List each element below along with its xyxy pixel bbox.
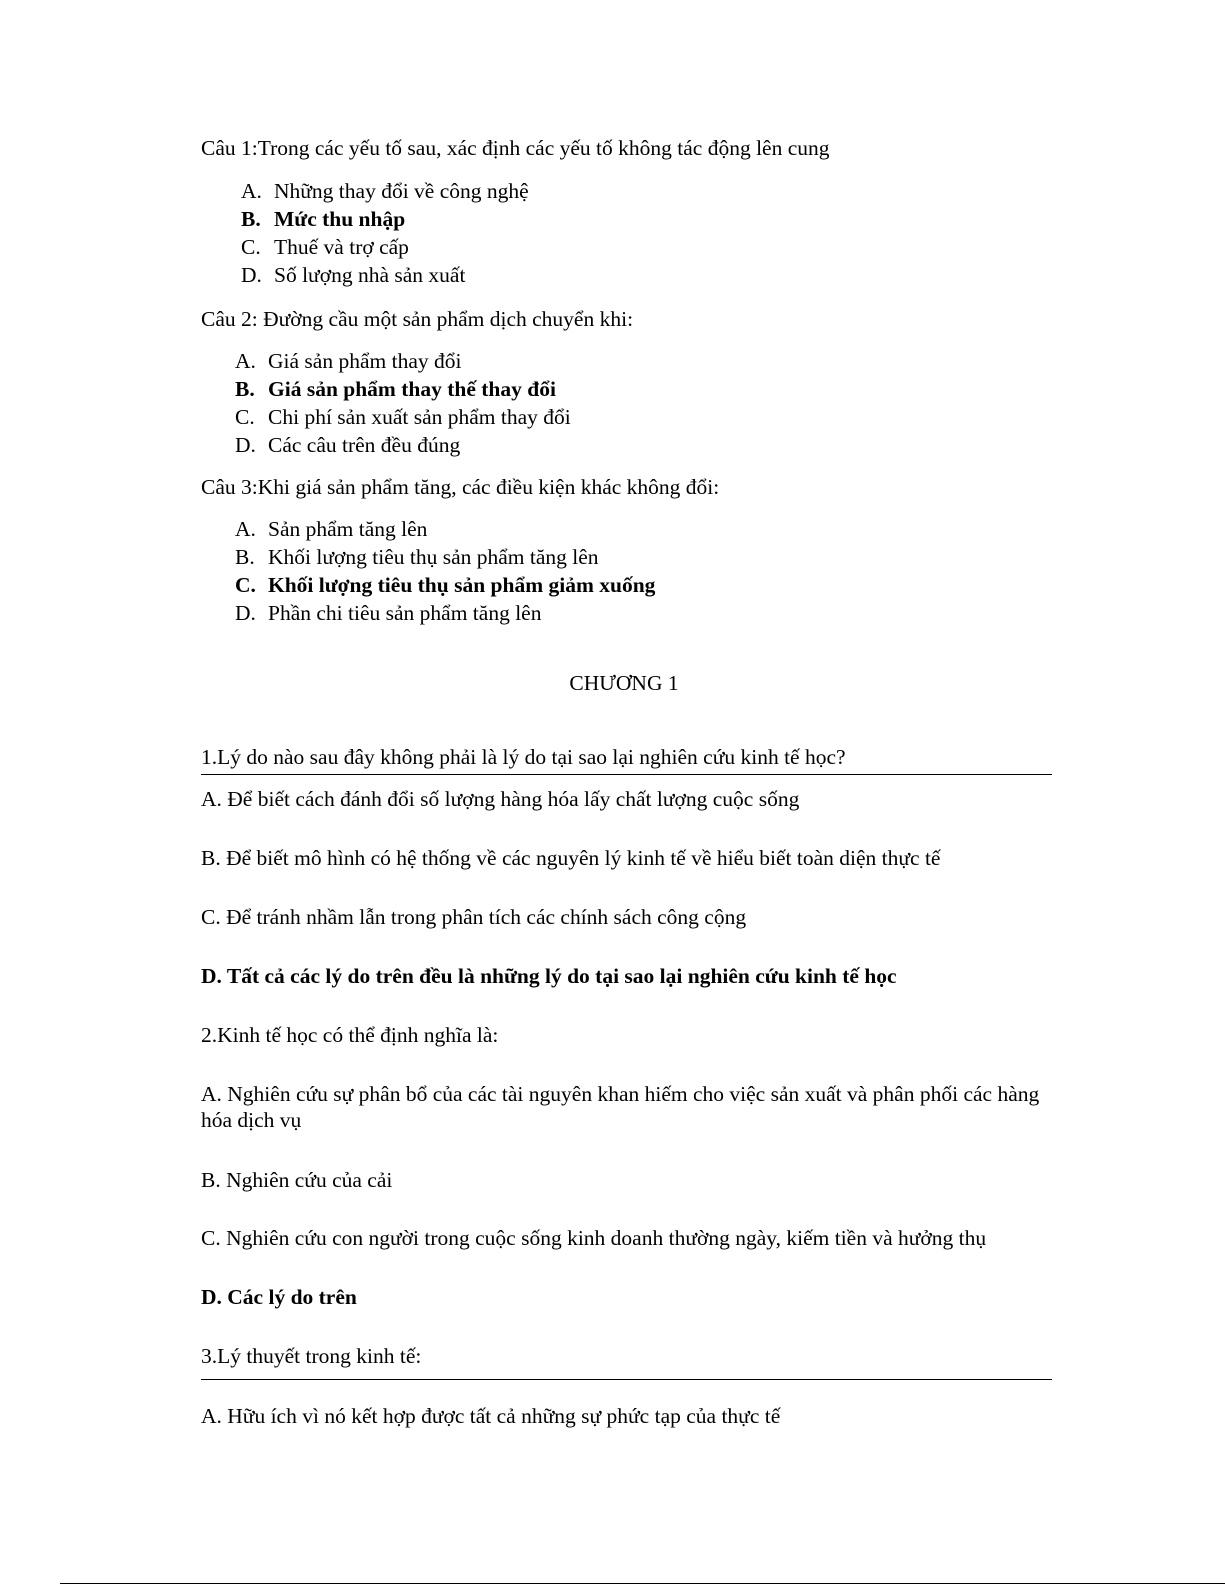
option-letter: D.	[235, 601, 256, 625]
question-3-option-a	[235, 515, 427, 543]
chapter-question-2-option-a: A. Nghiên cứu sự phân bổ của các tài nguyên khan hiếm cho việc sản xuất và phân phối các hàng hóa dịch vụ	[201, 1082, 1040, 1132]
chapter-question-1-option-c: C. Để tránh nhầm lẫn trong phân tích các chính sách công cộng	[201, 905, 747, 929]
question-1-option-d	[241, 261, 465, 289]
option-text: Sản phẩm tăng lên	[268, 517, 428, 541]
option-text: Khối lượng tiêu thụ sản phẩm tăng lên	[268, 545, 599, 569]
option-text: Chi phí sản xuất sản phẩm thay đổi	[268, 405, 571, 429]
question-1-text: Câu 1:Trong các yếu tố sau, xác định các yếu tố không tác động lên cung	[201, 136, 830, 160]
question-3-option-d	[235, 599, 541, 627]
option-text: Giá sản phẩm thay thế thay đổi	[268, 377, 556, 401]
option-text: Phần chi tiêu sản phẩm tăng lên	[268, 601, 542, 625]
option-text: Những thay đổi về công nghệ	[274, 179, 529, 203]
chapter-question-1-option-a: A. Để biết cách đánh đổi số lượng hàng hóa lấy chất lượng cuộc sống	[201, 787, 800, 811]
option-letter: D.	[241, 263, 262, 287]
option-text: Giá sản phẩm thay đổi	[268, 349, 462, 373]
question-1-option-a	[241, 177, 529, 205]
chapter-question-3-option-a: A. Hữu ích vì nó kết hợp được tất cả những sự phức tạp của thực tế	[201, 1404, 781, 1428]
chapter-question-1-option-d-correct: D. Tất cả các lý do trên đều là những lý do tại sao lại nghiên cứu kinh tế học	[201, 964, 897, 988]
question-3-option-b	[235, 543, 599, 571]
question-2-option-a	[235, 347, 461, 375]
question-1-option-c	[241, 233, 409, 261]
option-text: Mức thu nhập	[274, 207, 406, 231]
page-bottom-rule	[60, 1583, 1225, 1584]
option-letter: C.	[241, 235, 261, 259]
question-2-option-d	[235, 431, 460, 459]
option-text: Khối lượng tiêu thụ sản phẩm giảm xuống	[268, 573, 656, 597]
chapter-question-3-text: 3.Lý thuyết trong kinh tế:	[201, 1344, 422, 1368]
option-letter: C.	[235, 405, 255, 429]
question-2-option-c	[235, 403, 571, 431]
option-letter: A.	[241, 179, 262, 203]
option-letter: A.	[235, 517, 256, 541]
chapter-question-2-text: 2.Kinh tế học có thể định nghĩa là:	[201, 1023, 499, 1047]
option-letter: B.	[235, 545, 255, 569]
chapter-question-2-option-d-correct: D. Các lý do trên	[201, 1285, 357, 1309]
chapter-question-2-option-b: B. Nghiên cứu của cải	[201, 1168, 393, 1192]
option-text: Các câu trên đều đúng	[268, 433, 461, 457]
chapter-question-2-option-c: C. Nghiên cứu con người trong cuộc sống kinh doanh thường ngày, kiếm tiền và hưởng thụ	[201, 1226, 987, 1250]
question-3-option-c-correct	[235, 571, 655, 599]
option-text: Thuế và trợ cấp	[274, 235, 409, 259]
question-3-text: Câu 3:Khi giá sản phẩm tăng, các điều kiện khác không đổi:	[201, 475, 720, 499]
chapter-question-1-text: 1.Lý do nào sau đây không phải là lý do tại sao lại nghiên cứu kinh tế học?	[201, 745, 846, 769]
option-letter: A.	[235, 349, 256, 373]
chapter-heading: CHƯƠNG 1	[569, 671, 679, 695]
chapter-question-1-option-b: B. Để biết mô hình có hệ thống về các nguyên lý kinh tế về hiểu biết toàn diện thực tế	[201, 846, 941, 870]
option-letter: C.	[235, 573, 256, 597]
underline-rule	[201, 774, 1052, 775]
option-letter: B.	[241, 207, 261, 231]
question-2-option-b-correct	[235, 375, 556, 403]
question-1-option-b-correct	[241, 205, 405, 233]
option-text: Số lượng nhà sản xuất	[274, 263, 466, 287]
underline-rule	[201, 1379, 1052, 1380]
option-letter: B.	[235, 377, 255, 401]
option-letter: D.	[235, 433, 256, 457]
question-2-text: Câu 2: Đường cầu một sản phẩm dịch chuyển khi:	[201, 307, 634, 331]
